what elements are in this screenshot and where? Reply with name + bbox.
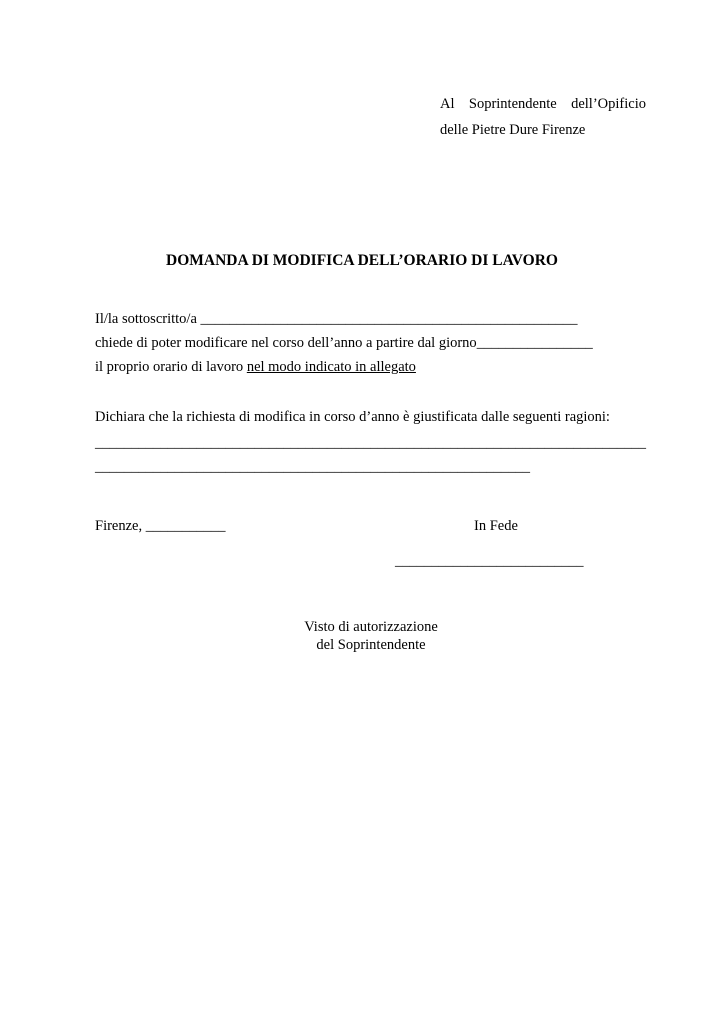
recipient-word-soprintendente: Soprintendente: [468, 96, 557, 112]
place-date-line: [95, 517, 225, 535]
in-fede-label: In Fede: [474, 518, 518, 534]
recipient-line-2: delle Pietre Dure Firenze: [440, 122, 586, 138]
recipient-line-1: [440, 95, 646, 113]
request-text: chiede di poter modificare nel corso dell’anno a partire dal giorno: [95, 335, 477, 351]
recipient-word-al: Al: [440, 96, 455, 112]
schedule-line: [95, 358, 416, 376]
place-label: Firenze,: [95, 518, 143, 534]
authorization-line-2: del Soprintendente: [316, 637, 426, 653]
date-field[interactable]: ___________: [145, 518, 226, 534]
authorization-line-1: Visto di autorizzazione: [304, 619, 438, 635]
document-title: DOMANDA DI MODIFICA DELL’ORARIO DI LAVORO: [166, 252, 558, 269]
declaration-text: Dichiara che la richiesta di modifica in corso d’anno è giustificata dalle seguenti ragioni:: [95, 409, 610, 425]
undersigned-line: [95, 310, 578, 328]
start-date-field[interactable]: ________________: [476, 335, 593, 351]
undersigned-label: Il/la sottoscritto/a: [95, 311, 197, 327]
signature-field[interactable]: __________________________: [395, 553, 584, 569]
undersigned-name-field[interactable]: ____________________________________________________: [200, 311, 578, 327]
reason-field-2[interactable]: ____________________________________________________________: [95, 459, 530, 475]
reason-field-1[interactable]: ____________________________________________________________________________: [95, 435, 646, 451]
request-line: [95, 334, 593, 352]
schedule-attachment-note: nel modo indicato in allegato: [246, 359, 416, 375]
recipient-word-opificio: dell’Opificio: [571, 96, 646, 112]
schedule-text: il proprio orario di lavoro: [95, 359, 247, 375]
